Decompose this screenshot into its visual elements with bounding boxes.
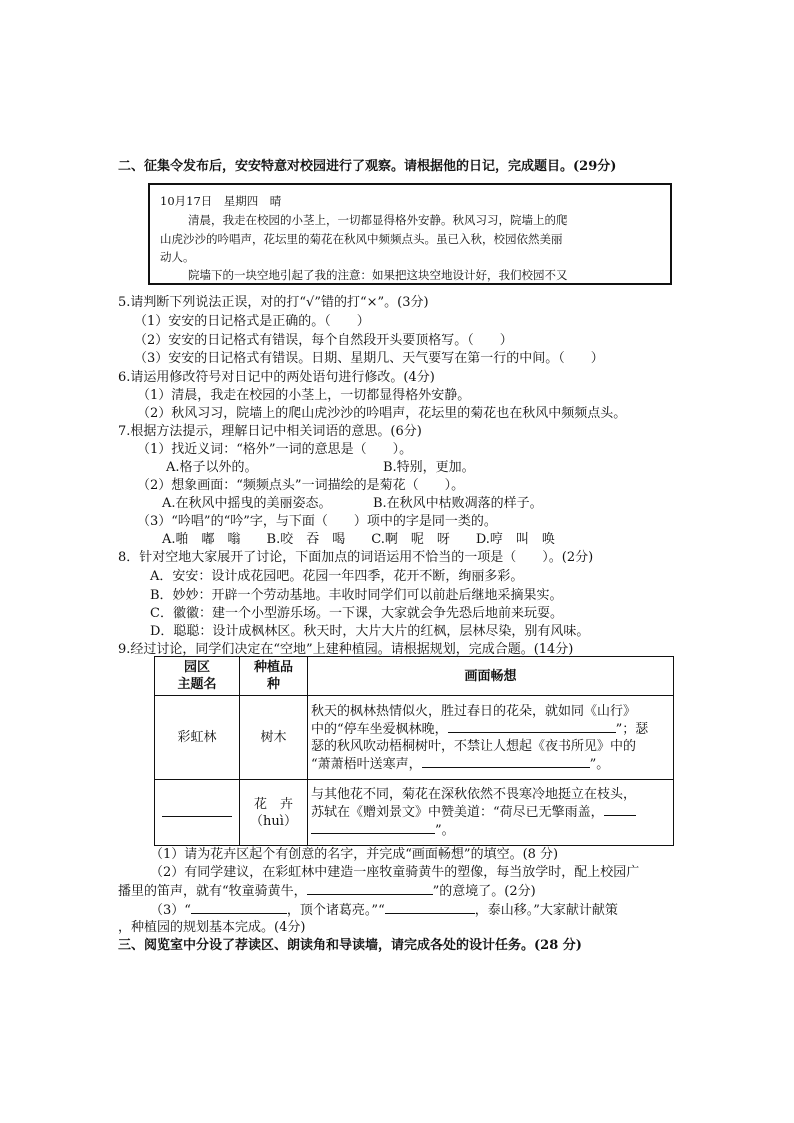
table-row-rainbow-forest	[155, 696, 674, 780]
poem-blank-3a[interactable]	[604, 803, 636, 816]
q5-item-2: （2）安安的日记格式有错误，每个自然段开头要顶格写。（ ）	[134, 333, 513, 348]
q7-item-2-option-a: A.在秋风中摇曳的美丽姿态。	[162, 496, 332, 511]
q9-sub-3-line2: ，种植园的规划基本完成。(4分)	[118, 920, 306, 935]
diary-p1-line2: 山虎沙沙的吟唱声，花坛里的菊花在秋风中频频点头。虽已入秋，校园依然美丽	[160, 232, 563, 246]
q9-sub-2-line1: （2）有同学建议，在彩虹林中建造一座牧童骑黄牛的塑像，每当放学时，配上校园广	[150, 865, 640, 880]
q7-item-2-option-b: B.在秋风中枯败凋落的样子。	[373, 496, 543, 511]
q6-item-2: （2）秋风习习，院墙上的爬山虎沙沙的吟唱声，花坛里的菊花也在秋风中频频点头。	[137, 406, 627, 421]
q7-item-1-option-b: B.特别，更加。	[383, 460, 475, 475]
table-row-flower-zone	[155, 780, 674, 846]
proverb-blank-2[interactable]	[385, 901, 475, 914]
scene-cell: 与其他花不同，菊花在深秋依然不畏寒冷地挺立在枝头， 苏轼在《赠刘景文》中赞美道：“荷尽已无擎雨盖， ”。	[308, 780, 674, 846]
q7-title: 7.根据方法提示，理解日记中相关词语的意思。(6分)	[118, 424, 422, 439]
q8-option-c: C．徽徽：建一个小型游乐场。一下课，大家就会争先恐后地前来玩耍。	[150, 606, 563, 621]
q9-sub-1: （1）请为花卉区起个有创意的名字，并完成“画面畅想”的填空。(8 分)	[150, 847, 559, 862]
zone-name-blank-cell	[155, 780, 240, 846]
poem-blank-3b[interactable]	[311, 821, 435, 834]
section-2-heading: 二、征集令发布后，安安特意对校园进行了观察。请根据他的日记，完成题目。(29分)	[118, 159, 617, 174]
q9-sub-3-line1: （3）“ ，顶个诸葛亮。”“ ，泰山移。”大家献计献策	[150, 903, 618, 918]
planting-plan-table	[154, 656, 674, 846]
diary-p2-line1: 院墙下的一块空地引起了我的注意：如果把这块空地设计好，我们校园不又	[188, 268, 568, 282]
q9-title: 9.经过讨论，同学们决定在“空地”上建种植园。请根据规划，完成合题。(14分)	[118, 642, 574, 657]
q6-title: 6.请运用修改符号对日记中的两处语句进行修改。(4分)	[118, 370, 435, 385]
q5-title: 5.请判断下列说法正误，对的打“√”错的打“×”。(3分)	[118, 295, 429, 310]
q5-item-3: （3）安安的日记格式有错误。日期、星期几、天气要写在第一行的中间。（ ）	[134, 351, 604, 366]
poem-blank-4[interactable]	[307, 882, 433, 895]
q8-title: 8．针对空地大家展开了讨论，下面加点的词语运用不恰当的一项是（ ）。(2分)	[118, 550, 594, 565]
q6-item-1: （1）清晨，我走在校园的小茎上，一切都显得格外安静。	[137, 388, 471, 403]
q9-sub-2-line2: 播里的笛声，就有“牧童骑黄牛， ”的意境了。(2分)	[118, 884, 536, 899]
q7-item-1: （1）找近义词：“格外”一词的意思是（ ）。	[137, 442, 413, 457]
zone-name-blank[interactable]	[162, 804, 232, 817]
table-header-row	[155, 657, 674, 696]
plant-kind-cell: 树木	[240, 696, 308, 780]
diary-header: 10月17日 星期四 晴	[160, 194, 282, 208]
q8-option-d: D．聪聪：设计成枫林区。秋天时，大片大片的红枫，层林尽染，别有风味。	[150, 624, 590, 639]
q8-option-a: A．安安：设计成花园吧。花园一年四季，花开不断，绚丽多彩。	[150, 569, 524, 584]
poem-blank-2[interactable]	[422, 755, 590, 768]
q7-item-1-option-a: A.格子以外的。	[166, 460, 258, 475]
q7-item-3: （3）“吟唱”的“吟”字，与下面（ ）项中的字是同一类的。	[137, 514, 497, 529]
zone-name-cell: 彩虹林	[155, 696, 240, 780]
scene-cell: 秋天的枫林热情似火，胜过春日的花朵，就如同《山行》 中的“停车坐爱枫林晚， ”；瑟 瑟的秋风吹动梧桐树叶，不禁让人想起《夜书所见》中的 “萧萧梧叶送寒声， ”。	[308, 696, 674, 780]
q8-option-b: B．妙妙：开辟一个劳动基地。丰收时同学们可以前赴后继地采摘果实。	[150, 588, 563, 603]
q5-item-1: （1）安安的日记格式是正确的。（ ）	[134, 314, 370, 329]
plant-kind-cell: 花 卉 （huì）	[240, 780, 308, 846]
q7-item-3-options: A.啪 嘟 嗡 B.咬 吞 喝 C.啊 呢 呀 D.哼 叫 唤	[162, 532, 555, 547]
q7-item-2: （2）想象画面：“频频点头”一词描绘的是菊花（ ）。	[137, 478, 465, 493]
header-scene-imagination: 画面畅想	[308, 657, 674, 696]
header-zone-name: 园区 主题名	[155, 657, 240, 696]
diary-p1-line1: 清晨，我走在校园的小茎上，一切都显得格外安静。秋风习习，院墙上的爬	[188, 213, 568, 227]
diary-box	[148, 183, 672, 285]
proverb-blank-1[interactable]	[191, 901, 287, 914]
diary-p1-line3: 动人。	[160, 250, 195, 264]
section-3-heading: 三、阅览室中分设了荐读区、朗读角和导读墙，请完成各处的设计任务。(28 分)	[118, 938, 582, 953]
header-plant-kind: 种植品 种	[240, 657, 308, 696]
poem-blank-1[interactable]	[448, 720, 616, 733]
